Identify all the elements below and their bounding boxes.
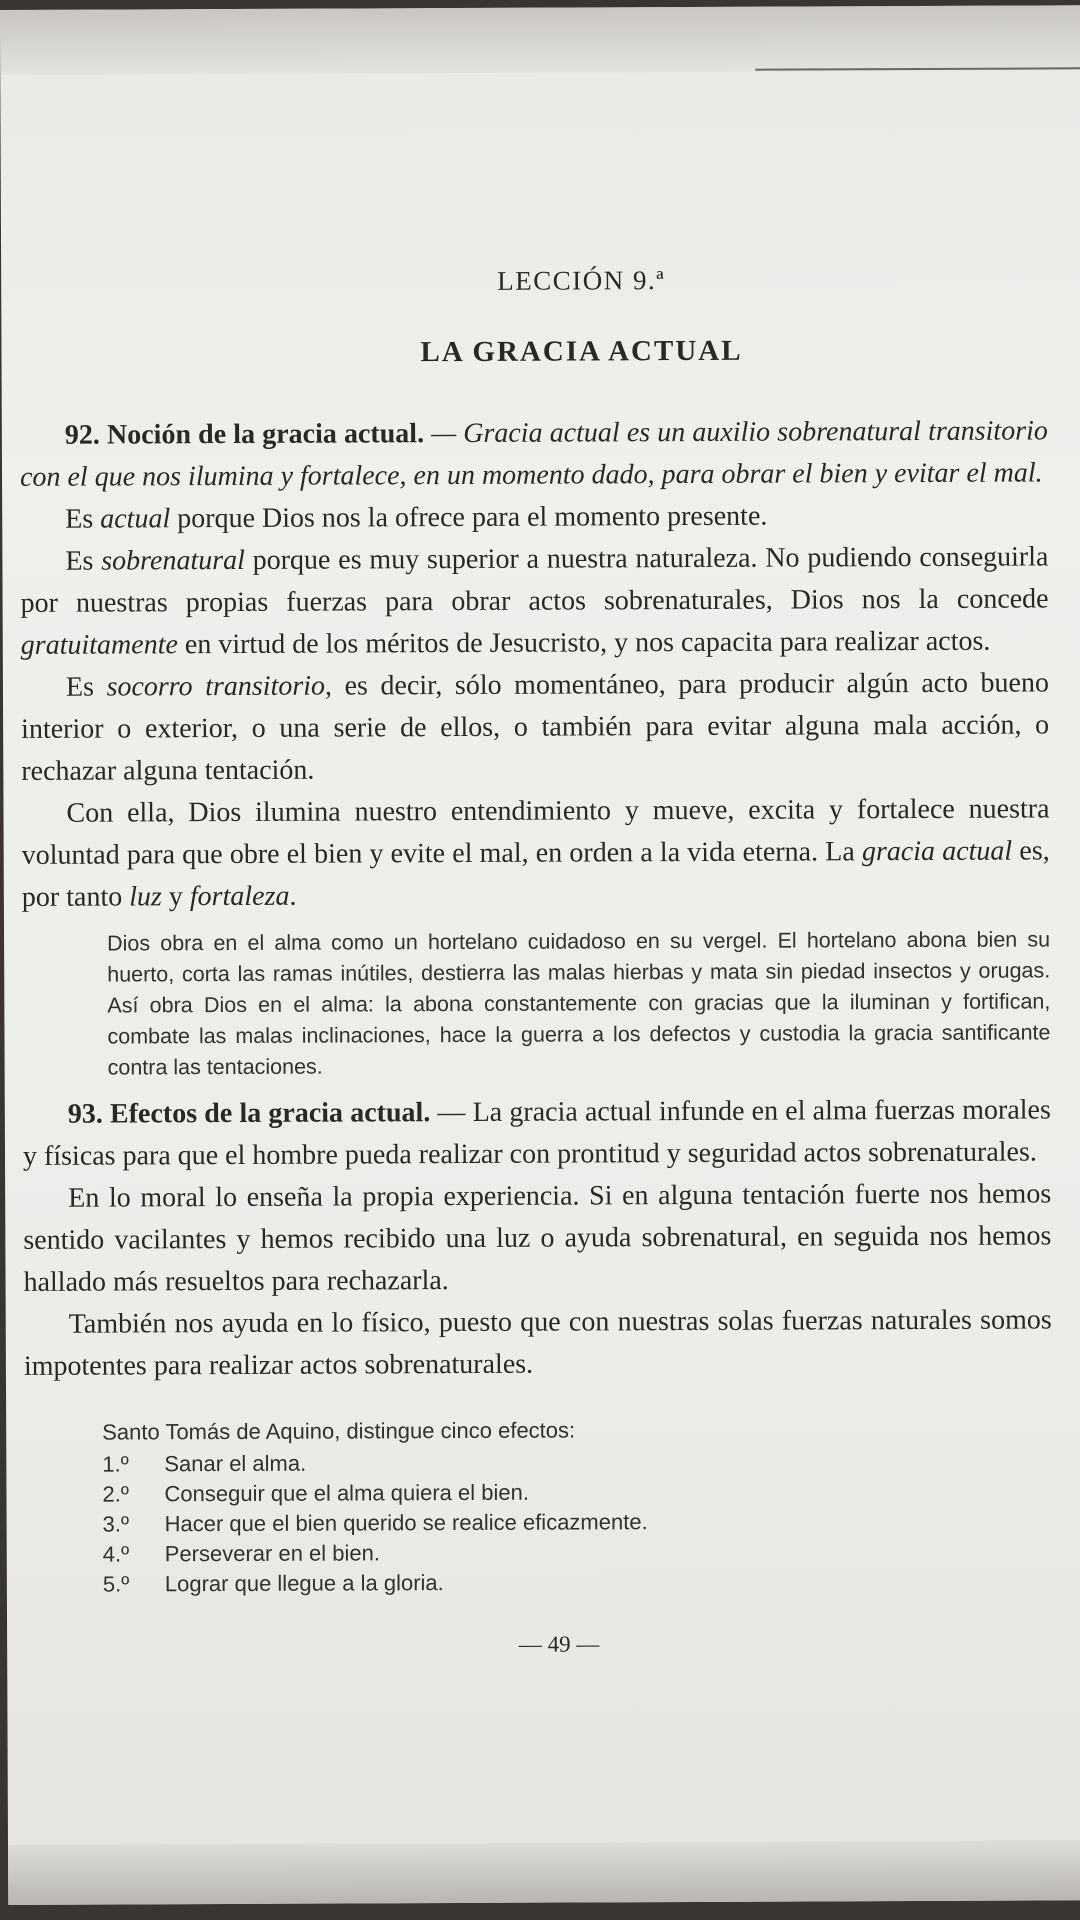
page-number: — 49 — (518, 1631, 600, 1657)
section-92-number: 92. (64, 419, 100, 451)
section-93-heading: Efectos de la gracia actual. (109, 1097, 431, 1130)
list-item-number: 1.º (102, 1451, 129, 1477)
text-run: . (289, 880, 297, 912)
effects-list (102, 1413, 1053, 1599)
section-92-definition (20, 410, 1048, 498)
paragraph-sobrenatural (20, 536, 1049, 666)
list-item-number: 2.º (102, 1481, 129, 1507)
text-run: Con ella, Dios ilumina nuestro entendimiento y mueve, excita y fortalece nuestra voluntad para que obre el bien y evite el mal, en orden a la vida eterna. La (21, 793, 1050, 871)
text-run: , es decir, sólo momentáneo, para producir algún acto bueno interior o exterior, o una serie de ellos, o también para evitar alguna mala acción, o rechazar alguna tentación. (21, 667, 1050, 787)
list-item-text: Sanar el alma. (164, 1450, 307, 1477)
text-run: y (161, 881, 190, 913)
text-run: porque es muy superior a nuestra naturaleza. No pudiendo conseguirla por nuestras propias fuerzas para obrar actos sobrenaturales, Dios nos la concede (20, 541, 1049, 619)
list-item (103, 1535, 1053, 1569)
list-item (102, 1475, 1052, 1509)
paragraph-actual (20, 494, 1048, 540)
text-run: Es (65, 545, 102, 577)
section-93-dash: — (430, 1096, 473, 1129)
section-93-intro-text: La gracia actual infunde en el alma fuerzas morales y físicas para que el hombre pueda realizar con prontitud y seguridad actos sobrenaturales. (22, 1094, 1051, 1172)
text-run-italic: sobrenatural (101, 544, 245, 577)
lesson-number: LECCIÓN 9.ª (497, 265, 666, 296)
section-92-heading: Noción de la gracia actual. (106, 418, 425, 451)
list-item-text: Lograr que llegue a la gloria. (164, 1570, 444, 1597)
note-text: Dios obra en el alma como un hortelano cuidadoso en su vergel. El hortelano abona bien su huerto, corta las ramas inútiles, destierra las malas hierbas y mata sin piedad insectos y orugas. Así obra Dios en el alma: la abona constantemente con gracias que la iluminan y fortifican, combate las malas inclinaciones, hace la guerra a los defectos y custodia la gracia santificante contra las tentaciones. (107, 927, 1051, 1080)
list-item-text: Conseguir que el alma quiera el bien. (164, 1479, 529, 1507)
text-run-italic: socorro transitorio (106, 670, 326, 703)
text-run-italic: actual (100, 503, 171, 535)
paragraph-moral: En lo moral lo enseña la propia experiencia. Si en alguna tentación fuerte nos hemos sentido vacilantes y hemos recibido una luz o ayuda sobrenatural, en seguida nos hemos hallado más resueltos para rechazarla. (23, 1178, 1052, 1298)
hortelano-note (107, 924, 1051, 1083)
effects-list-intro: Santo Tomás de Aquino, distingue cinco efectos: (102, 1417, 576, 1445)
section-93-intro (23, 1089, 1051, 1177)
paragraph-fisico: También nos ayuda en lo físico, puesto que con nuestras solas fuerzas naturales somos impotentes para realizar actos sobrenaturales. (23, 1304, 1052, 1382)
section-93-number: 93. (67, 1098, 103, 1130)
list-item (103, 1565, 1053, 1599)
section-92-definition-text: Gracia actual es un auxilio sobrenatural transitorio con el que nos ilumina y fortalece, en un momento dado, para obrar el bien y evitar el mal. (19, 415, 1048, 493)
text-run: Es (65, 503, 101, 535)
paragraph-transitorio (21, 662, 1050, 792)
text-run-italic: gratuitamente (20, 629, 178, 661)
book-page (0, 5, 1080, 1905)
lesson-title: LA GRACIA ACTUAL (420, 334, 743, 369)
text-run: en virtud de los méritos de Jesucristo, y nos capacita para realizar actos. (177, 625, 991, 661)
page-body (20, 410, 1053, 1667)
text-run-italic: gracia actual (861, 835, 1013, 868)
list-item-number: 5.º (102, 1571, 130, 1597)
page-bottom-shadow (8, 1840, 1080, 1905)
list-item (102, 1445, 1052, 1479)
section-92-dash: — (423, 417, 464, 450)
list-item-text: Perseverar en el bien. (164, 1540, 381, 1567)
text-run-italic: luz (129, 881, 162, 913)
text-run-italic: fortaleza (189, 880, 290, 913)
list-item-number: 3.º (102, 1511, 130, 1537)
list-item (103, 1505, 1053, 1539)
paragraph-ilumina (21, 788, 1050, 918)
page-top-shadow (0, 5, 1080, 75)
list-item-text: Hacer que el bien querido se realice eficazmente. (164, 1509, 648, 1537)
text-run: es, por tanto (21, 835, 1050, 913)
text-run: porque Dios nos la ofrece para el momento presente. (170, 500, 768, 535)
list-item-number: 4.º (102, 1541, 130, 1567)
text-run: Es (65, 671, 107, 703)
